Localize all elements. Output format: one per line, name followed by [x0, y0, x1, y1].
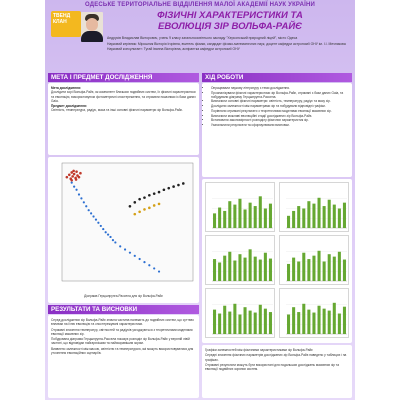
bar: [228, 201, 231, 228]
hr-data-point: [83, 201, 85, 203]
hr-data-point: [73, 173, 76, 176]
bar: [238, 254, 241, 281]
hr-data-point: [66, 176, 69, 179]
hr-data-point: [70, 179, 73, 182]
goal-panel: [48, 83, 199, 155]
bar: [287, 264, 290, 281]
bar-chart: [279, 235, 349, 285]
hr-data-point: [177, 184, 180, 187]
poster-title: [107, 10, 353, 32]
bar: [249, 249, 252, 281]
hr-data-point: [95, 219, 97, 221]
hr-data-point: [129, 205, 132, 208]
results-paragraph: Серед досліджених зір Вольфа-Райє значна частина належить до подвійних систем, що суттєво впливає на їхню еволюцію та спостережувані характеристики.: [51, 318, 194, 327]
bar: [254, 206, 257, 228]
bar: [223, 306, 226, 334]
bar: [287, 315, 290, 335]
bar: [328, 254, 331, 281]
bar: [244, 209, 247, 228]
hr-data-point: [114, 241, 116, 243]
work-step: • Проаналізували фізичні характеристики зір Вольфа-Райє, отримані з бази даних Gaia, та побудували діаграму Герцшпрунга-Рассела.: [211, 91, 349, 99]
hr-data-point: [75, 178, 78, 181]
hr-data-point: [80, 197, 82, 199]
hr-data-point: [143, 208, 146, 211]
results-heading: РЕЗУЛЬТАТИ ТА ВИСНОВКИ: [48, 305, 199, 314]
hr-data-point: [105, 231, 107, 233]
hr-data-point: [78, 176, 81, 179]
bar: [302, 253, 305, 281]
bar: [218, 208, 221, 228]
bar: [307, 310, 310, 334]
bar-chart-svg: [280, 183, 350, 233]
subject-label: Предмет дослідження:: [51, 104, 87, 109]
bar: [338, 252, 341, 281]
bar: [307, 259, 310, 281]
hr-data-point: [167, 187, 170, 190]
bar: [318, 198, 321, 228]
work-step: • Дослідили залежності між параметрами зір та побудували відповідні графіки.: [211, 104, 349, 108]
bar: [318, 251, 321, 281]
bar: [333, 205, 336, 228]
hr-data-point: [112, 239, 114, 241]
consultant-line: Науковий консультант: Тугай Іванна Вікторівна, аспірантка кафедри астрономії ОНУ: [107, 47, 240, 51]
bar: [343, 307, 346, 334]
bar: [338, 314, 341, 334]
results-panel: [48, 315, 199, 398]
work-step: • Узагальнили результати та сформулювали висновки.: [211, 123, 349, 127]
bar: [264, 209, 267, 229]
bar: [328, 200, 331, 228]
bar-chart-svg: [280, 289, 350, 339]
hr-data-point: [158, 191, 161, 194]
bar: [213, 310, 216, 334]
bar-chart: [205, 182, 275, 232]
hr-data-point: [75, 170, 78, 173]
hr-data-point: [134, 255, 136, 257]
conclusion-panel: [202, 345, 352, 398]
work-step: • Порівняли отримані результати з теоретичними моделями еволюції масивних зір.: [211, 109, 349, 113]
hr-data-point: [143, 261, 145, 263]
hr-data-point: [79, 172, 82, 175]
hr-data-point: [172, 185, 175, 188]
bar: [338, 209, 341, 229]
goal-heading: МЕТА І ПРЕДМЕТ ДОСЛІДЖЕННЯ: [48, 73, 199, 82]
hr-data-point: [85, 205, 87, 207]
results-paragraph: Побудована діаграма Герцшпрунга-Рассела показує розподіл зір Вольфа-Райє у верхній лівій частині, що відповідає найгарячішим та найяскравішим зорям.: [51, 337, 190, 346]
bar-chart: [205, 288, 275, 338]
bar: [254, 257, 257, 281]
hr-data-point: [72, 170, 75, 173]
bar-chart-svg: [206, 236, 276, 286]
bar: [312, 256, 315, 281]
bar: [292, 258, 295, 281]
hr-data-point: [119, 245, 121, 247]
hr-data-point: [138, 210, 141, 213]
bar: [218, 314, 221, 334]
results-paragraph: Отримані значення температур, світностей та радіусів узгоджуються з теоретичними моделями еволюції масивних зір.: [51, 327, 193, 336]
hr-data-point: [78, 193, 80, 195]
hr-data-point: [148, 194, 151, 197]
work-step: • Опрацювали наукову літературу з теми дослідження.: [211, 86, 349, 90]
goal-label: Мета дослідження:: [51, 86, 82, 90]
bar: [269, 312, 272, 334]
hr-data-point: [68, 174, 71, 177]
hr-data-point: [163, 188, 166, 191]
bar-chart-svg: [206, 289, 276, 339]
charts-caption: Графіки залежностей між фізичними характеристиками зір Вольфа-Райє: [205, 348, 313, 352]
bar-chart: [279, 288, 349, 338]
bar: [269, 204, 272, 228]
right-note-2: Отримані результати можуть бути використані для подальших досліджень масивних зір та еволюції подвійних зоряних систем.: [205, 362, 339, 372]
goal-text: Дослідити зорі Вольфа-Райє, як компонент близьких подвійних систем, їх фізичні характеристики та еволюцію, використовуючи фотометричні спостереження, та отримати показники із бази даних Gaia.: [51, 90, 196, 103]
bar: [213, 259, 216, 281]
bar-chart: [279, 182, 349, 232]
bar: [318, 306, 321, 334]
hr-data-point: [109, 236, 111, 238]
logo-text: ТВЕНД КЛАН: [53, 13, 71, 25]
hr-data-point: [138, 198, 141, 201]
bar: [218, 262, 221, 281]
work-heading: ХІД РОБОТИ: [202, 73, 352, 82]
bar: [264, 253, 267, 281]
bar: [333, 303, 336, 334]
hr-diagram-caption: Діаграма Герцшпрунга-Рассела для зір Вольфа-Райє: [84, 294, 163, 298]
work-step: • Визначили основні фізичні параметри: світність, температуру, радіус та масу зір.: [211, 99, 349, 103]
title-line-1: ФІЗИЧНІ ХАРАКТЕРИСТИКИ ТА: [157, 10, 303, 21]
hr-data-point: [88, 209, 90, 211]
bar: [343, 260, 346, 281]
bar: [233, 261, 236, 281]
hr-data-point: [182, 182, 185, 185]
bar: [249, 203, 252, 228]
bar: [223, 211, 226, 228]
bar: [312, 313, 315, 334]
bar: [323, 262, 326, 282]
hr-plot-frame: [62, 163, 193, 281]
bar: [233, 205, 236, 228]
hr-diagram-panel: [48, 157, 199, 303]
hr-data-point: [139, 258, 141, 260]
bar-chart: [205, 235, 275, 285]
hr-data-point: [133, 201, 136, 204]
hr-data-point: [71, 182, 73, 184]
hr-data-point: [153, 192, 156, 195]
bar: [264, 309, 267, 334]
hr-data-point: [73, 186, 75, 188]
bar: [323, 206, 326, 228]
hr-data-point: [158, 203, 161, 206]
charts-panel: [202, 179, 352, 343]
bar: [292, 211, 295, 228]
bar: [312, 204, 315, 228]
bar: [333, 257, 336, 281]
bar: [297, 206, 300, 228]
school-logo: [51, 11, 81, 37]
hr-data-point: [97, 222, 99, 224]
bar: [269, 259, 272, 281]
bar: [249, 311, 252, 334]
hr-data-point: [148, 264, 150, 266]
hr-data-point: [148, 207, 151, 210]
work-steps-list: [205, 86, 349, 127]
hr-data-point: [153, 204, 156, 207]
bar: [228, 252, 231, 281]
subject-text: Світність, температура, радіус, маса та інші основні фізичні параметри зір Вольфа-Райє.: [51, 108, 183, 113]
bar-chart-svg: [280, 236, 350, 286]
bar: [343, 203, 346, 228]
hr-data-point: [92, 215, 94, 217]
bar: [259, 196, 262, 228]
bar: [228, 312, 231, 334]
work-panel: [202, 83, 352, 177]
advisor-line: Науковий керівник: Мірошник Вікторія Ігорівна, вчитель фізики, кандидат фізико-математичних наук, доцент кафедри астрономії ОНУ ім. І.І. Мечникова: [107, 41, 346, 46]
hr-data-point: [75, 189, 77, 191]
bar: [238, 315, 241, 335]
hr-data-point: [107, 233, 109, 235]
bar: [259, 305, 262, 334]
bar: [233, 304, 236, 334]
bar: [323, 309, 326, 334]
bar-chart-svg: [206, 183, 276, 233]
bar: [238, 199, 241, 228]
bar: [302, 304, 305, 334]
bar: [297, 262, 300, 282]
hr-data-point: [90, 212, 92, 214]
bar: [302, 209, 305, 229]
bar: [287, 216, 290, 228]
work-step: • Визначили можливі еволюційні стадії досліджених зір Вольфа-Райє.: [211, 114, 349, 118]
bar: [254, 313, 257, 334]
bar: [223, 256, 226, 281]
hr-diagram: [48, 157, 199, 293]
bar: [292, 307, 295, 334]
bar: [307, 201, 310, 228]
author-line: Андрусів Владислав Вікторович, учень 9 класу загальноосвітнього закладу "Херсонський природний ліцей", місто Одеса: [107, 36, 298, 40]
results-paragraph: Виявлено залежності між масою, світністю та температурою, які можуть використовуватися для уточнення еволюційних сценаріїв.: [51, 346, 194, 356]
right-note-1: Середні значення фізичних параметрів досліджених зір Вольфа-Райє наведено у таблицях і на графіках.: [205, 353, 347, 362]
bar: [259, 260, 262, 281]
hr-data-point: [133, 213, 136, 216]
work-step: • Встановили закономірності розподілу фізичних характеристик зір.: [211, 118, 349, 122]
hr-data-point: [100, 225, 102, 227]
author-photo: [81, 12, 103, 42]
author-block: [107, 36, 351, 53]
organization-title: ОДЕСЬКЕ ТЕРИТОРІАЛЬНЕ ВІДДІЛЕННЯ МАЛОЇ АКАДЕМІЇ НАУК УКРАЇНИ: [84, 2, 316, 8]
bar: [297, 312, 300, 334]
bar: [244, 258, 247, 281]
poster: [45, 0, 355, 400]
bar: [244, 307, 247, 334]
hr-data-point: [71, 175, 74, 178]
hr-data-point: [153, 267, 155, 269]
bar: [213, 213, 216, 228]
hr-data-point: [158, 270, 160, 272]
hr-data-point: [129, 252, 131, 254]
hr-data-point: [102, 228, 104, 230]
title-line-2: ЕВОЛЮЦІЯ ЗІР ВОЛЬФА-РАЙЄ: [158, 21, 302, 32]
bar: [328, 311, 331, 334]
hr-data-point: [124, 248, 126, 250]
hr-data-point: [143, 196, 146, 199]
